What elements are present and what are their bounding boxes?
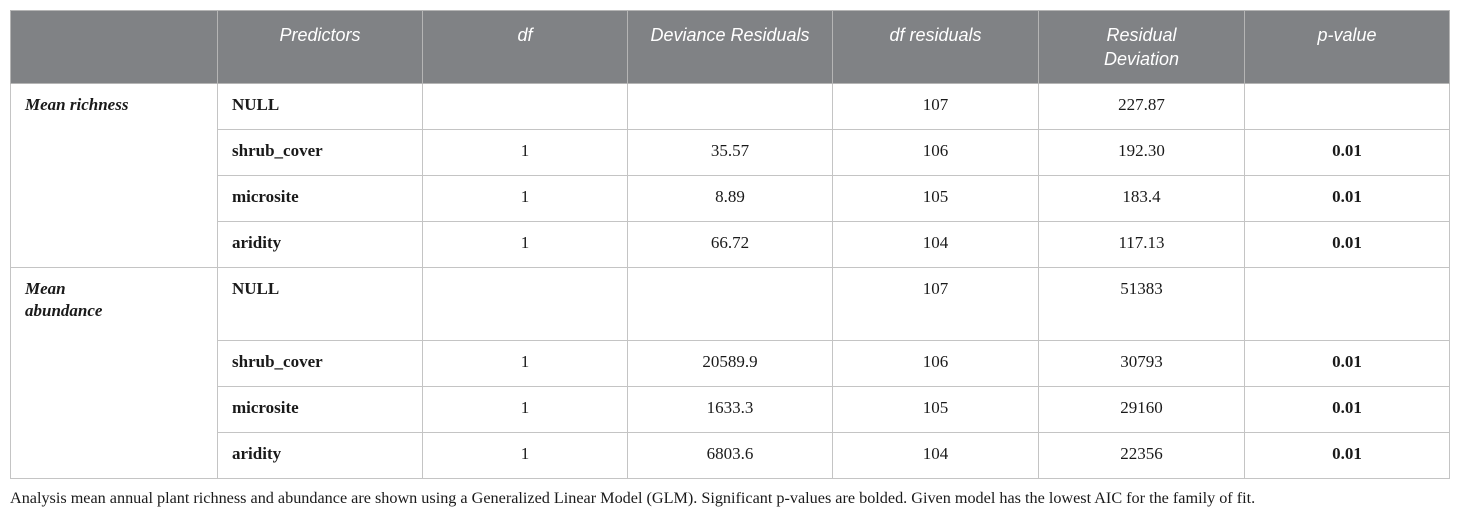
df-resid-cell: 105 bbox=[833, 387, 1039, 433]
p-value-cell: 0.01 bbox=[1245, 433, 1450, 479]
resid-dev-cell: 29160 bbox=[1039, 387, 1245, 433]
group-label-abundance bbox=[11, 268, 218, 341]
df-resid-cell: 104 bbox=[833, 222, 1039, 268]
deviance-cell bbox=[628, 268, 833, 341]
table-row bbox=[11, 268, 1450, 341]
predictor-cell: microsite bbox=[218, 176, 423, 222]
deviance-cell: 6803.6 bbox=[628, 433, 833, 479]
resid-dev-cell: 183.4 bbox=[1039, 176, 1245, 222]
header-predictors: Predictors bbox=[218, 11, 423, 84]
predictor-cell: shrub_cover bbox=[218, 130, 423, 176]
table-row bbox=[11, 387, 1450, 433]
header-df: df bbox=[423, 11, 628, 84]
deviance-cell bbox=[628, 84, 833, 130]
glm-results-table-container bbox=[10, 10, 1449, 479]
resid-dev-cell: 22356 bbox=[1039, 433, 1245, 479]
df-cell bbox=[423, 268, 628, 341]
p-value-cell: 0.01 bbox=[1245, 341, 1450, 387]
deviance-cell: 20589.9 bbox=[628, 341, 833, 387]
group-label-richness: Mean richness bbox=[11, 84, 218, 268]
df-resid-cell: 105 bbox=[833, 176, 1039, 222]
predictor-cell: microsite bbox=[218, 387, 423, 433]
table-row bbox=[11, 84, 1450, 130]
predictor-cell: shrub_cover bbox=[218, 341, 423, 387]
resid-dev-cell: 51383 bbox=[1039, 268, 1245, 341]
table-row bbox=[11, 222, 1450, 268]
df-cell: 1 bbox=[423, 341, 628, 387]
df-resid-cell: 107 bbox=[833, 84, 1039, 130]
p-value-cell: 0.01 bbox=[1245, 176, 1450, 222]
table-row bbox=[11, 176, 1450, 222]
table-row bbox=[11, 130, 1450, 176]
header-p-value: p-value bbox=[1245, 11, 1450, 84]
df-cell: 1 bbox=[423, 433, 628, 479]
df-cell: 1 bbox=[423, 176, 628, 222]
header-deviance-residuals: Deviance Residuals bbox=[628, 11, 833, 84]
group-label-abundance-text: Mean abundance bbox=[25, 279, 103, 320]
p-value-cell: 0.01 bbox=[1245, 222, 1450, 268]
header-row bbox=[11, 11, 1450, 84]
resid-dev-cell: 192.30 bbox=[1039, 130, 1245, 176]
p-value-cell bbox=[1245, 268, 1450, 341]
df-resid-cell: 104 bbox=[833, 433, 1039, 479]
df-resid-cell: 107 bbox=[833, 268, 1039, 341]
df-cell bbox=[423, 84, 628, 130]
deviance-cell: 1633.3 bbox=[628, 387, 833, 433]
header-group bbox=[11, 11, 218, 84]
p-value-cell: 0.01 bbox=[1245, 130, 1450, 176]
df-resid-cell: 106 bbox=[833, 341, 1039, 387]
p-value-cell bbox=[1245, 84, 1450, 130]
header-residual-deviation: Residual Deviation bbox=[1039, 11, 1245, 84]
deviance-cell: 8.89 bbox=[628, 176, 833, 222]
resid-dev-cell: 227.87 bbox=[1039, 84, 1245, 130]
table-row bbox=[11, 433, 1450, 479]
table-row bbox=[11, 341, 1450, 387]
predictor-cell: aridity bbox=[218, 433, 423, 479]
predictor-cell: NULL bbox=[218, 268, 423, 341]
group-label-spacer bbox=[11, 341, 218, 479]
resid-dev-cell: 117.13 bbox=[1039, 222, 1245, 268]
df-cell: 1 bbox=[423, 130, 628, 176]
df-cell: 1 bbox=[423, 222, 628, 268]
df-resid-cell: 106 bbox=[833, 130, 1039, 176]
table-caption: Analysis mean annual plant richness and abundance are shown using a Generalized Linear Model (GLM). Significant p-values are bolded. Given model has the lowest AIC for the family of fit. bbox=[10, 489, 1256, 507]
predictor-cell: aridity bbox=[218, 222, 423, 268]
header-df-residuals: df residuals bbox=[833, 11, 1039, 84]
deviance-cell: 35.57 bbox=[628, 130, 833, 176]
deviance-cell: 66.72 bbox=[628, 222, 833, 268]
predictor-cell: NULL bbox=[218, 84, 423, 130]
df-cell: 1 bbox=[423, 387, 628, 433]
resid-dev-cell: 30793 bbox=[1039, 341, 1245, 387]
p-value-cell: 0.01 bbox=[1245, 387, 1450, 433]
glm-results-table bbox=[10, 10, 1450, 479]
